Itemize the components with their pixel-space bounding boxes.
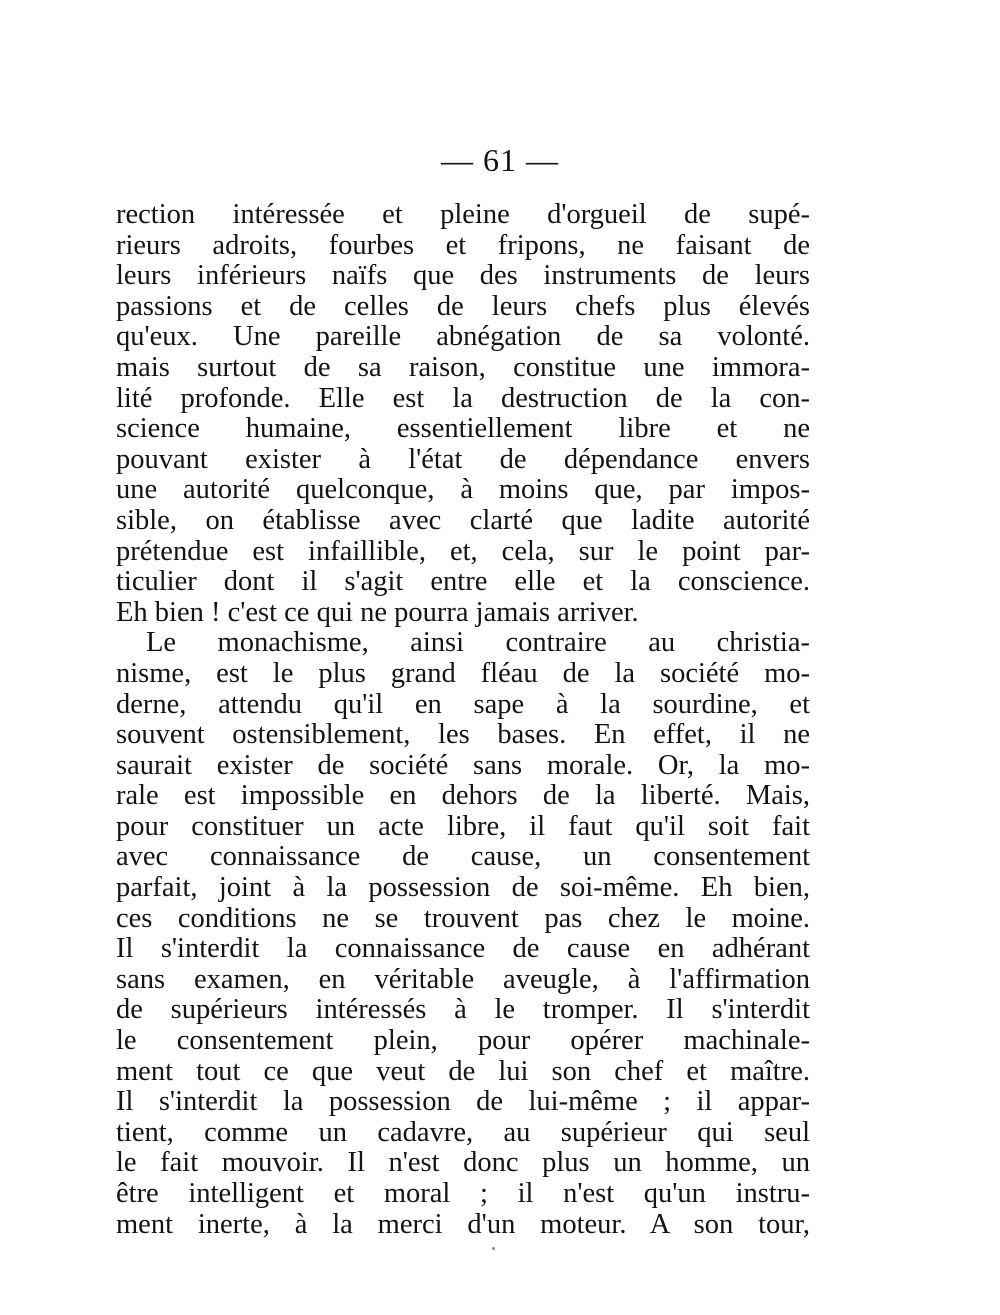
body-text: [116, 200, 810, 1240]
text-line: tient, comme un cadavre, au supérieur qui seul: [116, 1116, 810, 1148]
text-line: ces conditions ne se trouvent pas chez le moine.: [116, 902, 810, 934]
text-line: sans examen, en véritable aveugle, à l'affirmation: [116, 963, 810, 995]
text-line: sible, on établisse avec clarté que ladite autorité: [116, 504, 810, 536]
text-line: être intelligent et moral ; il n'est qu'un instru-: [116, 1178, 810, 1209]
text-line: nisme, est le plus grand fléau de la société mo-: [116, 657, 810, 689]
text-line: science humaine, essentiellement libre et ne: [116, 413, 810, 445]
text-line: derne, attendu qu'il en sape à la sourdine, et: [116, 688, 810, 720]
text-line: avec connaissance de cause, un consentement: [116, 841, 810, 873]
text-line: rale est impossible en dehors de la liberté. Mais,: [116, 780, 810, 812]
text-line: pour constituer un acte libre, il faut qu'il soit fait: [116, 810, 810, 842]
text-line: Eh bien ! c'est ce qui ne pourra jamais arriver.: [116, 596, 639, 628]
text-line: ment tout ce que veut de lui son chef et maître.: [116, 1055, 810, 1087]
text-line: rection intéressée et pleine d'orgueil de supé-: [116, 199, 810, 230]
text-line: leurs inférieurs naïfs que des instruments de leurs: [116, 260, 810, 292]
text-line: le fait mouvoir. Il n'est donc plus un homme, un: [116, 1147, 810, 1179]
text-line: Il s'interdit la connaissance de cause en adhérant: [116, 933, 810, 965]
text-line: prétendue est infaillible, et, cela, sur le point par-: [116, 535, 810, 567]
text-line: saurait exister de société sans morale. Or, la mo-: [116, 749, 810, 781]
text-line: ticulier dont il s'agit entre elle et la conscience.: [116, 566, 810, 598]
text-line: qu'eux. Une pareille abnégation de sa volonté.: [116, 321, 810, 353]
text-line: rieurs adroits, fourbes et fripons, ne faisant de: [116, 229, 810, 261]
text-line: parfait, joint à la possession de soi-même. Eh bien,: [116, 872, 810, 904]
text-line: lité profonde. Elle est la destruction de la con-: [116, 382, 810, 414]
text-line: pouvant exister à l'état de dépendance envers: [116, 443, 810, 475]
text-line: mais surtout de sa raison, constitue une immora-: [116, 351, 810, 383]
text-line: ment inerte, à la merci d'un moteur. A son tour,: [116, 1208, 810, 1240]
text-line: souvent ostensiblement, les bases. En effet, il ne: [116, 719, 810, 751]
text-line: Le monachisme, ainsi contraire au christia-: [146, 627, 810, 659]
page-number: — 61 —: [441, 142, 559, 178]
text-line: une autorité quelconque, à moins que, par impos-: [116, 474, 810, 506]
text-line: de supérieurs intéressés à le tromper. Il s'interdit: [116, 994, 810, 1026]
text-line: Il s'interdit la possession de lui-même ; il appar-: [116, 1086, 810, 1118]
text-line: passions et de celles de leurs chefs plus élevés: [116, 290, 810, 322]
text-line: le consentement plein, pour opérer machinale-: [116, 1025, 810, 1057]
ink-speck: [492, 1247, 495, 1250]
